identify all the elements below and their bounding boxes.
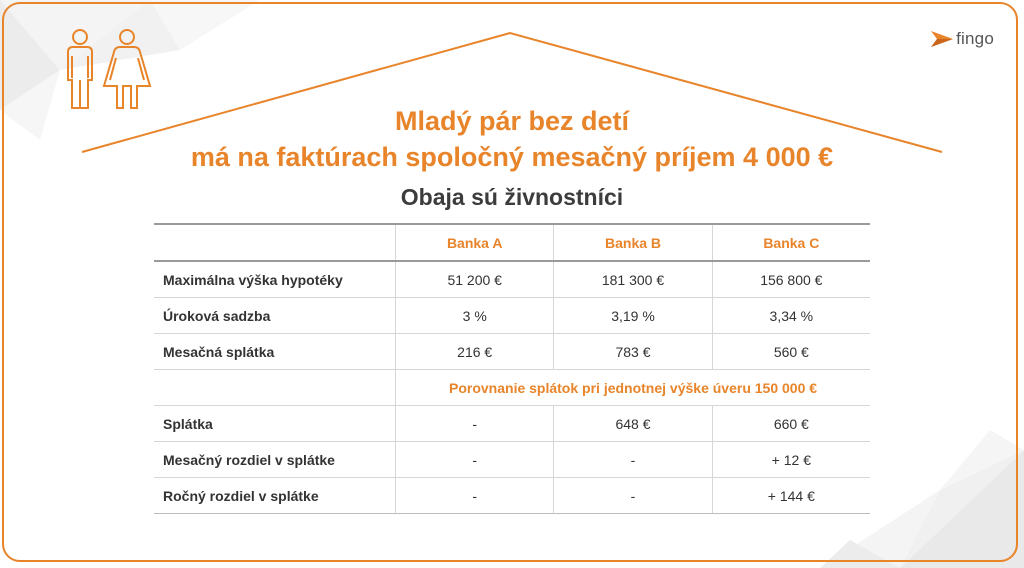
title-line-2: má na faktúrach spoločný mesačný príjem 4 000 €	[190, 142, 834, 172]
mortgage-comparison-table	[154, 223, 870, 514]
arrow-bird-icon	[931, 31, 953, 47]
cell-banka-c: + 12 €	[712, 442, 870, 478]
cell-banka-b: 3,19 %	[554, 298, 712, 334]
header-banka-c: Banka C	[712, 224, 870, 261]
woman-icon	[104, 30, 150, 108]
subtitle: Obaja sú živnostníci	[400, 184, 624, 210]
cell-banka-a: -	[396, 406, 554, 442]
fingo-logo	[931, 29, 994, 49]
row-label: Ročný rozdiel v splátke	[154, 478, 396, 514]
cell-banka-b: 181 300 €	[554, 261, 712, 298]
table-row	[154, 478, 870, 514]
table-row	[154, 261, 870, 298]
man-icon	[68, 30, 92, 108]
cell-banka-b: 783 €	[554, 334, 712, 370]
comparison-header-row	[154, 370, 870, 406]
cell-banka-a: 51 200 €	[396, 261, 554, 298]
cell-banka-a: -	[396, 478, 554, 514]
table-row	[154, 298, 870, 334]
row-label: Mesačná splátka	[154, 334, 396, 370]
table-header-row	[154, 224, 870, 261]
cell-banka-c: 3,34 %	[712, 298, 870, 334]
cell-banka-b: 648 €	[554, 406, 712, 442]
cell-banka-a: 3 %	[396, 298, 554, 334]
row-label: Úroková sadzba	[154, 298, 396, 334]
cell-banka-c: + 144 €	[712, 478, 870, 514]
logo-text: fingo	[956, 29, 994, 48]
comparison-label: Porovnanie splátok pri jednotnej výške úveru 150 000 €	[396, 370, 870, 406]
cell-banka-c: 560 €	[712, 334, 870, 370]
table-row	[154, 442, 870, 478]
row-label: Mesačný rozdiel v splátke	[154, 442, 396, 478]
cell-banka-b: -	[554, 478, 712, 514]
header-banka-a: Banka A	[396, 224, 554, 261]
cell-banka-b: -	[554, 442, 712, 478]
table-row	[154, 334, 870, 370]
title-line-1: Mladý pár bez detí	[394, 106, 630, 136]
table-row	[154, 406, 870, 442]
row-label: Maximálna výška hypotéky	[154, 261, 396, 298]
cell-banka-a: 216 €	[396, 334, 554, 370]
row-label: Splátka	[154, 406, 396, 442]
header-banka-b: Banka B	[554, 224, 712, 261]
header-empty	[154, 224, 396, 261]
couple-icons	[60, 28, 160, 112]
cell-banka-c: 156 800 €	[712, 261, 870, 298]
cell-banka-a: -	[396, 442, 554, 478]
cell-banka-c: 660 €	[712, 406, 870, 442]
comparison-empty-cell	[154, 370, 396, 406]
